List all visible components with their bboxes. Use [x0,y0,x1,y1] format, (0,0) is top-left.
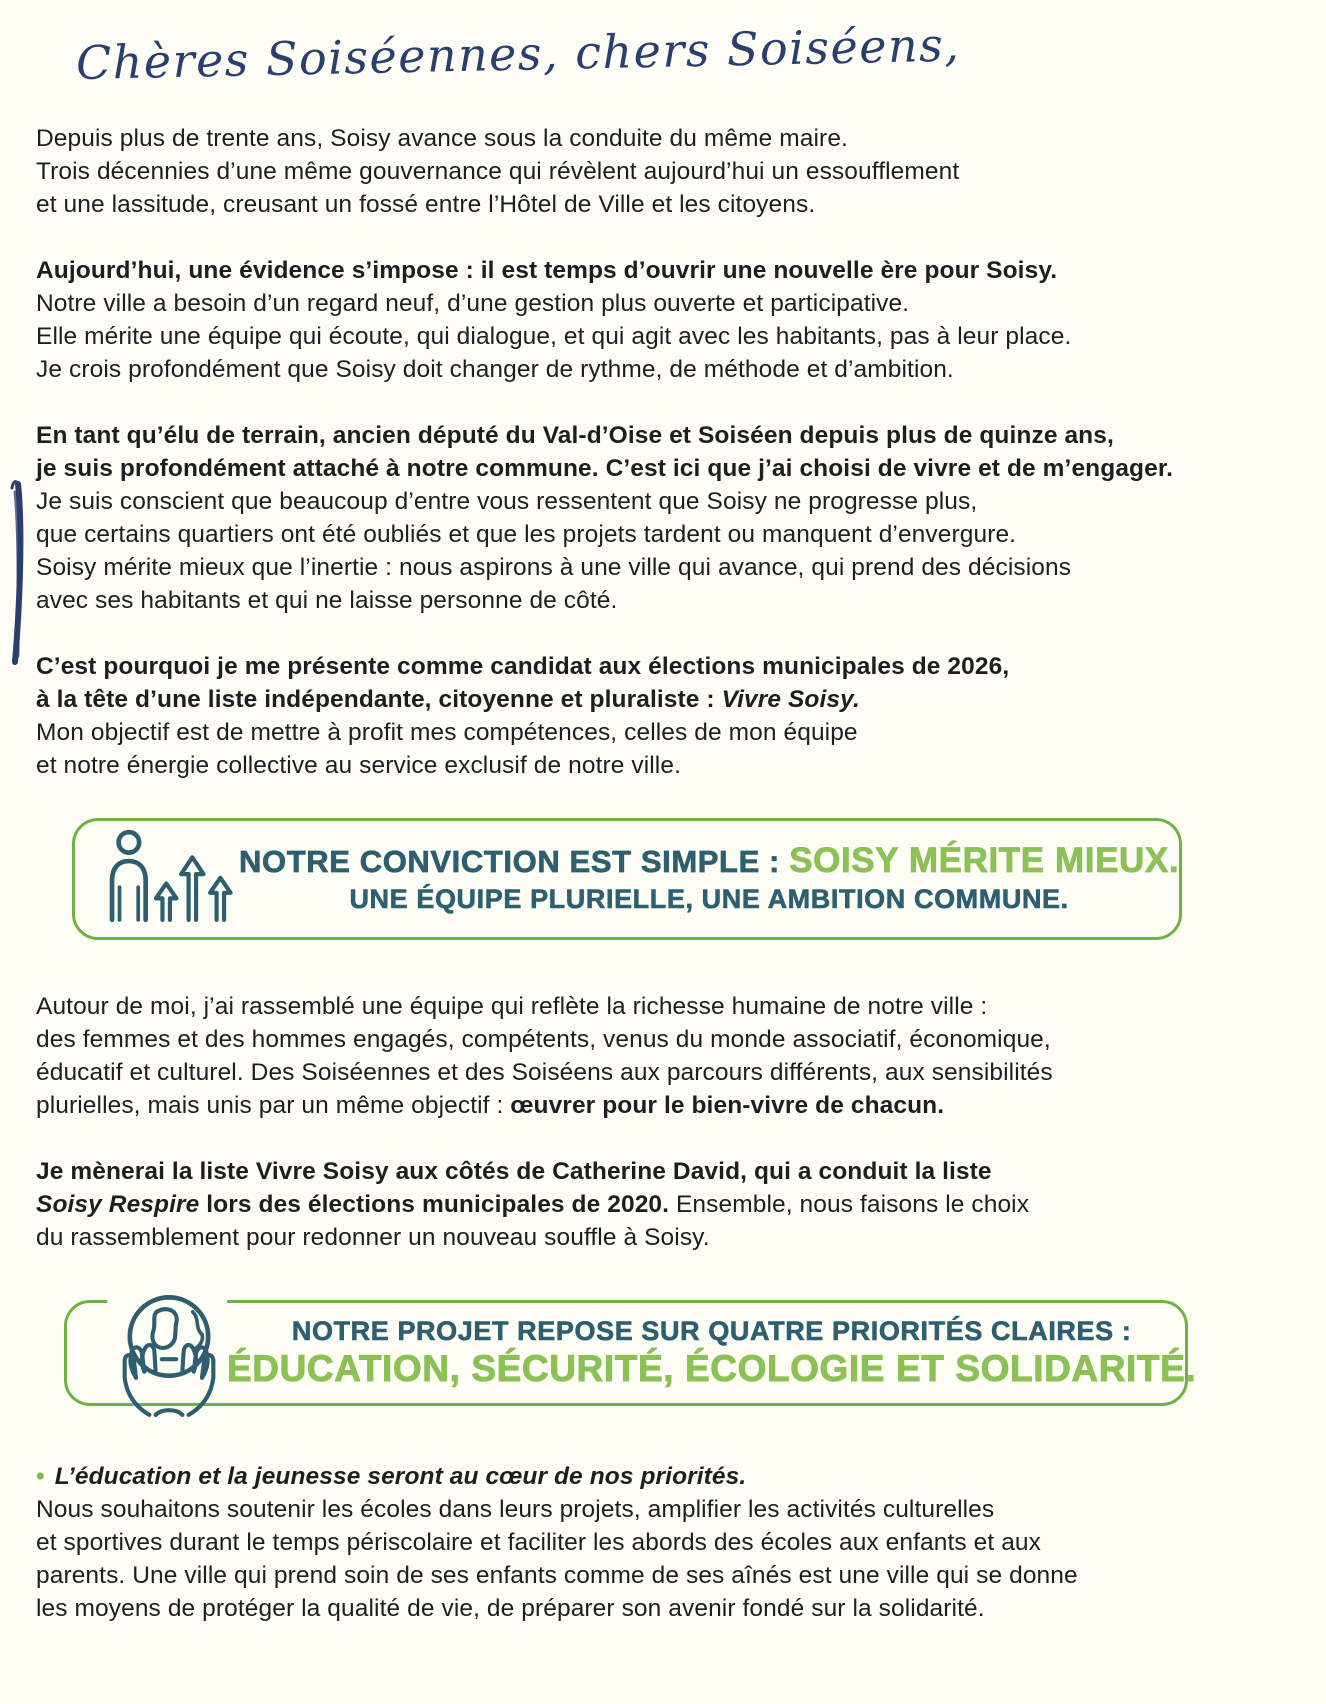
text-line-bold: En tant qu’élu de terrain, ancien député du Val-d’Oise et Soiséen depuis plus de quinze ans, [36,421,1114,449]
priorites-line-2: ÉDUCATION, SÉCURITÉ, ÉCOLOGIE ET SOLIDARITÉ. [227,1348,1197,1390]
text-line: Nous souhaitons soutenir les écoles dans leurs projets, amplifier les activités culturelles [36,1495,995,1523]
list-name-soisy-respire: Soisy Respire [36,1190,200,1218]
text-line: Trois décennies d’une même gouvernance qui révèlent aujourd’hui un essoufflement [36,157,960,185]
text-line: Je crois profondément que Soisy doit changer de rythme, de méthode et d’ambition. [36,355,954,383]
conviction-line-1 [239,841,1179,882]
paragraph-candidature [36,650,1286,782]
paragraph-intro [36,122,1286,221]
text-line: Depuis plus de trente ans, Soisy avance sous la conduite du même maire. [36,124,848,152]
priorites-callout-box [64,1300,1197,1406]
text-line: et sportives durant le temps périscolaire et faciliter les abords des écoles aux enfants et aux [36,1528,1041,1556]
paragraph-elu-de-terrain [36,419,1286,617]
text-line-bold: Je mènerai la liste Vivre Soisy aux côtés de Catherine David, qui a conduit la liste [36,1157,992,1185]
conviction-callout-box [72,818,1182,940]
text-line: Mon objectif est de mettre à profit mes compétences, celles de mon équipe [36,718,858,746]
list-name-vivre-soisy: Vivre Soisy. [721,685,860,713]
text-line: plurielles, mais unis par un même objectif : [36,1091,511,1119]
text-line: les moyens de protéger la qualité de vie, de préparer son avenir fondé sur la solidarité. [36,1594,985,1622]
text-line: parents. Une ville qui prend soin de ses enfants comme de ses aînés est une ville qui se donne [36,1561,1078,1589]
person-growth-icon [99,828,239,933]
green-bullet: • [36,1462,45,1490]
greeting-script-heading: Chères Soiséennes, chers Soiséens, [75,17,961,90]
text-line: des femmes et des hommes engagés, compétents, venus du monde associatif, économique, [36,1025,1051,1053]
text-line-bold: C’est pourquoi je me présente comme candidat aux élections municipales de 2026, [36,652,1010,680]
paragraph-catherine-david [36,1155,1286,1254]
conviction-lead: NOTRE CONVICTION EST SIMPLE : [239,844,790,880]
paragraph-nouvelle-ere [36,254,1286,386]
objectif-bold: œuvrer pour le bien-vivre de chacun. [510,1091,945,1119]
conviction-line-2: UNE ÉQUIPE PLURIELLE, UNE AMBITION COMMUNE. [349,884,1069,915]
priorites-line-1: NOTRE PROJET REPOSE SUR QUATRE PRIORITÉS CLAIRES : [291,1316,1132,1347]
text-line: que certains quartiers ont été oubliés et que les projets tardent ou manquent d’envergure. [36,520,1017,548]
text-line-bold: Aujourd’hui, une évidence s’impose : il est temps d’ouvrir une nouvelle ère pour Soisy. [36,256,1058,284]
text-line: du rassemblement pour redonner un nouveau souffle à Soisy. [36,1223,710,1251]
text-bold: lors des élections municipales de 2020. [199,1190,670,1218]
letter-body [0,122,1326,1625]
text-line: Elle mérite une équipe qui écoute, qui dialogue, et qui agit avec les habitants, pas à leur place. [36,322,1072,350]
letter-page [0,17,1326,1704]
paragraph-education [36,1460,1286,1625]
text-line: et notre énergie collective au service exclusif de notre ville. [36,751,681,779]
soisy-merite-mieux: SOISY MÉRITE MIEUX. [789,841,1180,881]
paragraph-equipe [36,990,1286,1122]
text-line-bold: à la tête d’une liste indépendante, citoyenne et pluraliste : [36,685,722,713]
text-line: et une lassitude, creusant un fossé entre l’Hôtel de Ville et les citoyens. [36,190,816,218]
text-line: Soisy mérite mieux que l’inertie : nous aspirons à une ville qui avance, qui prend des décisions [36,553,1072,581]
priorites-text [67,1315,1216,1390]
education-priorite-bold: L’éducation et la jeunesse seront au cœur de nos priorités. [54,1462,747,1490]
text-line-bold: je suis profondément attaché à notre commune. C’est ici que j’ai choisi de vivre et de m’engager. [36,454,1174,482]
text-line: Ensemble, nous faisons le choix [669,1190,1030,1218]
text-line: Je suis conscient que beaucoup d’entre vous ressentent que Soisy ne progresse plus, [36,487,978,515]
conviction-text [239,841,1209,916]
text-line: éducatif et culturel. Des Soiséennes et des Soiséens aux parcours différents, aux sensibilités [36,1058,1053,1086]
text-line: Notre ville a besoin d’un regard neuf, d’une gestion plus ouverte et participative. [36,289,910,317]
brush-stroke-decoration [5,478,29,668]
text-line: Autour de moi, j’ai rassemblé une équipe qui reflète la richesse humaine de notre ville : [36,992,988,1020]
text-line: avec ses habitants et qui ne laisse personne de côté. [36,586,618,614]
